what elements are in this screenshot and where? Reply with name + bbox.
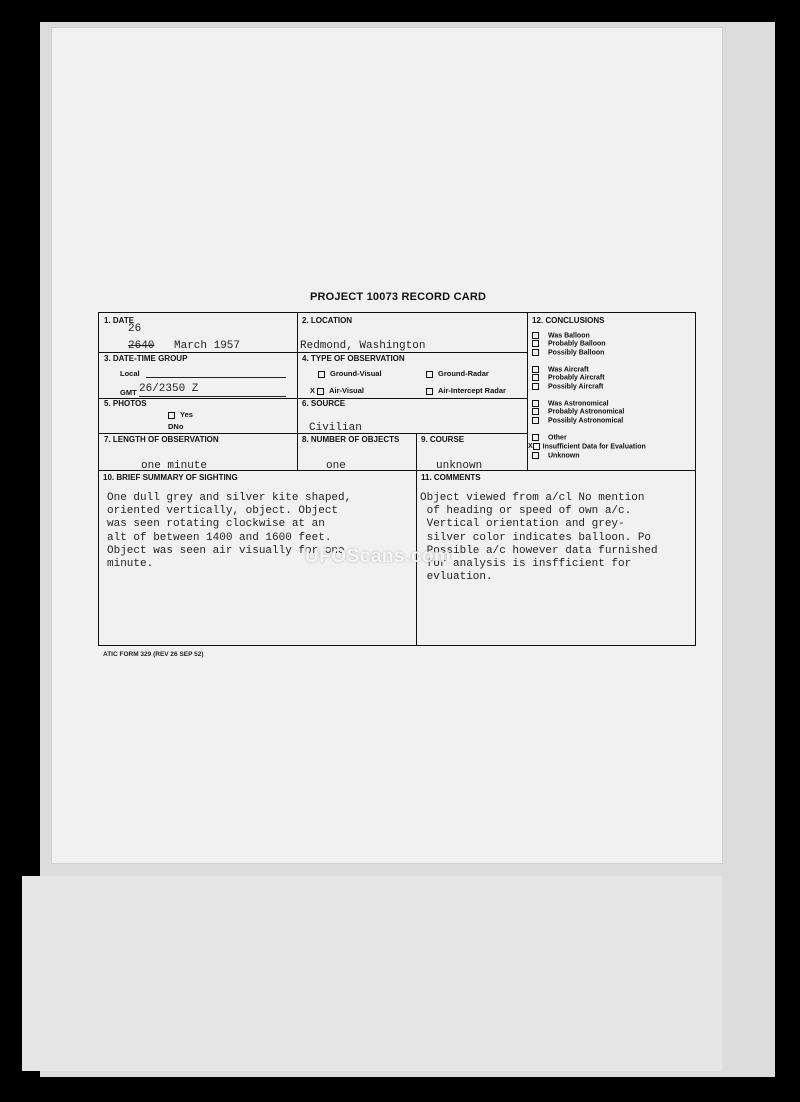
comments-line: evluation. bbox=[420, 571, 493, 584]
air-visual-mark: X bbox=[310, 386, 316, 395]
comments-line: Possible a/c however data furnished bbox=[420, 544, 658, 557]
conclusion-insufficient bbox=[528, 443, 646, 452]
conclusion-option bbox=[532, 417, 623, 426]
date-month-year: March 1957 bbox=[174, 340, 241, 352]
conclusion-option bbox=[532, 349, 604, 358]
photos-no-label: No bbox=[173, 422, 184, 431]
conclusion-label: Insufficient Data for Evaluation bbox=[542, 443, 646, 451]
conclusion-label: Was Aircraft bbox=[548, 366, 589, 374]
conclusion-label: Other bbox=[548, 434, 567, 442]
date-label: 1. DATE bbox=[104, 316, 135, 325]
conclusion-label: Probably Balloon bbox=[548, 340, 606, 348]
conclusion-label: Probably Aircraft bbox=[548, 374, 605, 382]
checkbox-icon bbox=[532, 366, 539, 373]
dtg-gmt-value: 26/2350 Z bbox=[139, 383, 199, 395]
air-visual-option bbox=[310, 386, 364, 395]
type-of-observation-label: 4. TYPE OF OBSERVATION bbox=[302, 354, 405, 363]
conclusion-option bbox=[532, 366, 589, 375]
conclusion-option bbox=[532, 332, 590, 341]
date-struck: 2640 bbox=[128, 340, 155, 352]
conclusion-option bbox=[532, 383, 603, 392]
checked-mark: X bbox=[528, 443, 533, 451]
summary-line: Object was seen air visually for one bbox=[107, 544, 345, 557]
summary-line: alt of between 1400 and 1600 feet. bbox=[107, 531, 332, 544]
ground-radar-option bbox=[426, 369, 489, 378]
checkbox-icon bbox=[317, 388, 324, 395]
dtg-gmt-line bbox=[139, 396, 286, 397]
dtg-label: 3. DATE-TIME GROUP bbox=[104, 354, 188, 363]
location-value: Redmond, Washington bbox=[300, 340, 426, 352]
date-day: 26 bbox=[128, 323, 142, 335]
conclusions-label: 12. CONCLUSIONS bbox=[532, 316, 605, 325]
comments-line: for analysis is insfficient for bbox=[420, 558, 632, 571]
grid-line bbox=[99, 352, 527, 353]
length-label: 7. LENGTH OF OBSERVATION bbox=[104, 435, 219, 444]
checkbox-icon bbox=[532, 383, 539, 390]
summary-line: was seen rotating clockwise at an bbox=[107, 518, 325, 531]
number-of-objects-value: one bbox=[326, 460, 346, 472]
comments-line: Object viewed from a/cl No mention bbox=[420, 492, 645, 504]
comments-label: 11. COMMENTS bbox=[421, 473, 481, 482]
summary-line: minute. bbox=[107, 558, 154, 571]
checkbox-icon bbox=[533, 443, 540, 450]
conclusion-label: Was Balloon bbox=[548, 332, 590, 340]
checkbox-icon bbox=[532, 452, 539, 459]
photos-no-mark: D bbox=[168, 422, 174, 431]
dtg-gmt-label: GMT bbox=[120, 388, 137, 397]
source-value: Civilian bbox=[309, 422, 362, 434]
conclusion-other bbox=[532, 434, 567, 443]
checkbox-icon bbox=[532, 400, 539, 407]
conclusion-option bbox=[532, 340, 606, 349]
length-value: one minute bbox=[141, 460, 208, 472]
checkbox-icon bbox=[532, 332, 539, 339]
comments-line: of heading or speed of own a/c. bbox=[420, 505, 632, 518]
checkbox-icon bbox=[426, 371, 433, 378]
photos-label: 5. PHOTOS bbox=[104, 399, 147, 408]
number-of-objects-label: 8. NUMBER OF OBJECTS bbox=[302, 435, 400, 444]
conclusion-label: Was Astronomical bbox=[548, 400, 609, 408]
course-label: 9. COURSE bbox=[421, 435, 465, 444]
grid-line bbox=[297, 313, 298, 471]
conclusion-option bbox=[532, 408, 624, 417]
checkbox-icon bbox=[532, 408, 539, 415]
ground-radar-label: Ground-Radar bbox=[438, 369, 489, 378]
summary-line: oriented vertically, object. Object bbox=[107, 505, 339, 518]
form-number: ATIC FORM 329 (REV 26 SEP 52) bbox=[103, 651, 204, 658]
comments-text bbox=[420, 492, 658, 584]
air-intercept-option bbox=[426, 386, 506, 395]
photos-yes-label: Yes bbox=[180, 410, 193, 419]
conclusion-label: Unknown bbox=[548, 451, 580, 459]
photos-no-option bbox=[168, 422, 183, 431]
checkbox-icon bbox=[532, 417, 539, 424]
course-value: unknown bbox=[436, 460, 483, 472]
checkbox-icon bbox=[532, 434, 539, 441]
summary-label: 10. BRIEF SUMMARY OF SIGHTING bbox=[103, 473, 238, 482]
conclusion-label: Possibly Astronomical bbox=[548, 416, 624, 424]
photos-yes-option bbox=[168, 410, 193, 419]
checkbox-icon bbox=[532, 374, 539, 381]
conclusion-unknown bbox=[532, 452, 580, 461]
summary-line: One dull grey and silver kite shaped, bbox=[107, 492, 352, 504]
checkbox-icon bbox=[168, 412, 175, 419]
watermark: UFOScans.com bbox=[305, 546, 452, 567]
dtg-local-label: Local bbox=[120, 369, 140, 378]
comments-line: Vertical orientation and grey- bbox=[420, 518, 625, 531]
checkbox-icon bbox=[318, 371, 325, 378]
conclusion-label: Possibly Balloon bbox=[548, 348, 605, 356]
comments-line: silver color indicates balloon. Po bbox=[420, 531, 652, 544]
source-label: 6. SOURCE bbox=[302, 399, 346, 408]
dtg-local-line bbox=[146, 377, 286, 378]
air-intercept-label: Air-Intercept Radar bbox=[438, 386, 506, 395]
page-lower-area bbox=[22, 876, 722, 1071]
ground-visual-option bbox=[318, 369, 382, 378]
checkbox-icon bbox=[532, 349, 539, 356]
conclusion-option bbox=[532, 400, 609, 409]
grid-line bbox=[416, 433, 417, 646]
ground-visual-label: Ground-Visual bbox=[330, 369, 382, 378]
conclusion-label: Possibly Aircraft bbox=[548, 382, 604, 390]
air-visual-label: Air-Visual bbox=[329, 386, 364, 395]
checkbox-icon bbox=[426, 388, 433, 395]
conclusion-option bbox=[532, 374, 605, 383]
conclusion-label: Probably Astronomical bbox=[548, 408, 625, 416]
location-label: 2. LOCATION bbox=[302, 316, 353, 325]
card-title: PROJECT 10073 RECORD CARD bbox=[310, 291, 487, 303]
checkbox-icon bbox=[532, 340, 539, 347]
